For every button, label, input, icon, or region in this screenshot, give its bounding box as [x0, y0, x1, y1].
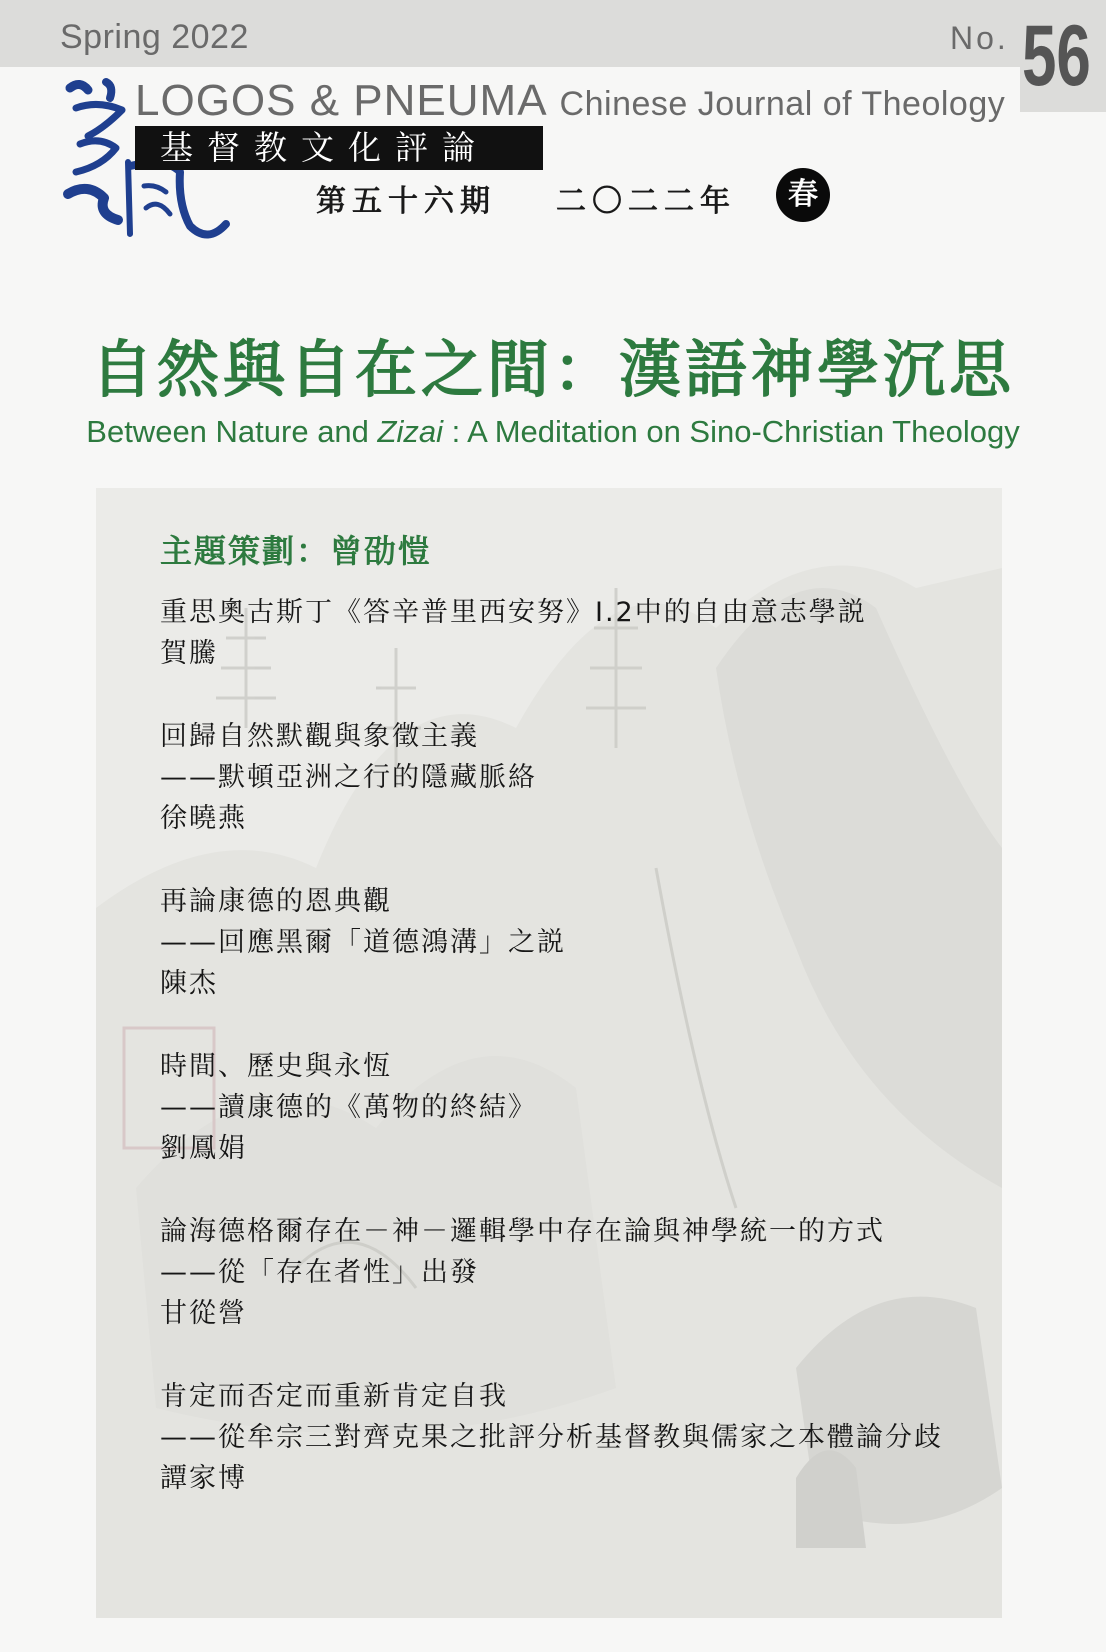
article-author: 譚家博 [160, 1463, 247, 1494]
article-author: 賀騰 [160, 638, 218, 669]
theme-title-en [0, 414, 1106, 450]
theme-title-en-part1: Between Nature and [86, 414, 378, 449]
article-title: 回歸自然默觀與象徵主義 [160, 721, 479, 752]
article-title: 肯定而否定而重新肯定自我 [160, 1381, 508, 1412]
theme-curator: 主題策劃：曾劭愷 [160, 532, 433, 570]
theme-title-en-italic: Zizai [377, 414, 443, 449]
article-title: 重思奧古斯丁《答辛普里西安努》I.2中的自由意志學説 [160, 597, 867, 628]
article-title: 時間、歷史與永恆 [160, 1051, 392, 1082]
journal-title-en [135, 76, 1005, 126]
season-badge: 春 [776, 168, 830, 222]
table-of-contents [160, 592, 990, 1541]
journal-title-en-sub: Chinese Journal of Theology [559, 85, 1006, 123]
article-author: 甘從營 [160, 1298, 247, 1329]
article-entry [160, 592, 990, 674]
article-entry [160, 716, 990, 839]
article-entry [160, 1046, 990, 1169]
journal-title-en-main: LOGOS & PNEUMA [135, 76, 548, 125]
article-author: 劉鳳娟 [160, 1133, 247, 1164]
theme-title-zh: 自然與自在之間：漢語神學沉思 [90, 333, 1015, 406]
article-author: 陳杰 [160, 968, 218, 999]
article-subtitle: ——從牟宗三對齊克果之批評分析基督教與儒家之本體論分歧 [160, 1422, 943, 1453]
issue-number-label: No. [950, 20, 1009, 56]
season-label: Spring 2022 [60, 18, 249, 56]
article-entry [160, 1376, 990, 1499]
journal-title-zh: 基督教文化評論 [160, 128, 489, 167]
article-subtitle: ——讀康德的《萬物的終結》 [160, 1092, 537, 1123]
issue-number: 56 [1022, 8, 1091, 104]
article-subtitle: ——默頓亞洲之行的隱藏脈絡 [160, 762, 537, 793]
year-zh: 二〇二二年 [556, 184, 736, 219]
issue-number-zh: 第五十六期 [316, 184, 496, 219]
article-title: 再論康德的恩典觀 [160, 886, 392, 917]
article-entry [160, 881, 990, 1004]
article-subtitle: ——從「存在者性」出發 [160, 1257, 479, 1288]
article-entry [160, 1211, 990, 1334]
article-title: 論海德格爾存在－神－邏輯學中存在論與神學統一的方式 [160, 1216, 885, 1247]
article-subtitle: ——回應黑爾「道德鴻溝」之説 [160, 927, 566, 958]
article-author: 徐曉燕 [160, 803, 247, 834]
theme-title-en-part2: : A Meditation on Sino-Christian Theology [442, 414, 1020, 449]
